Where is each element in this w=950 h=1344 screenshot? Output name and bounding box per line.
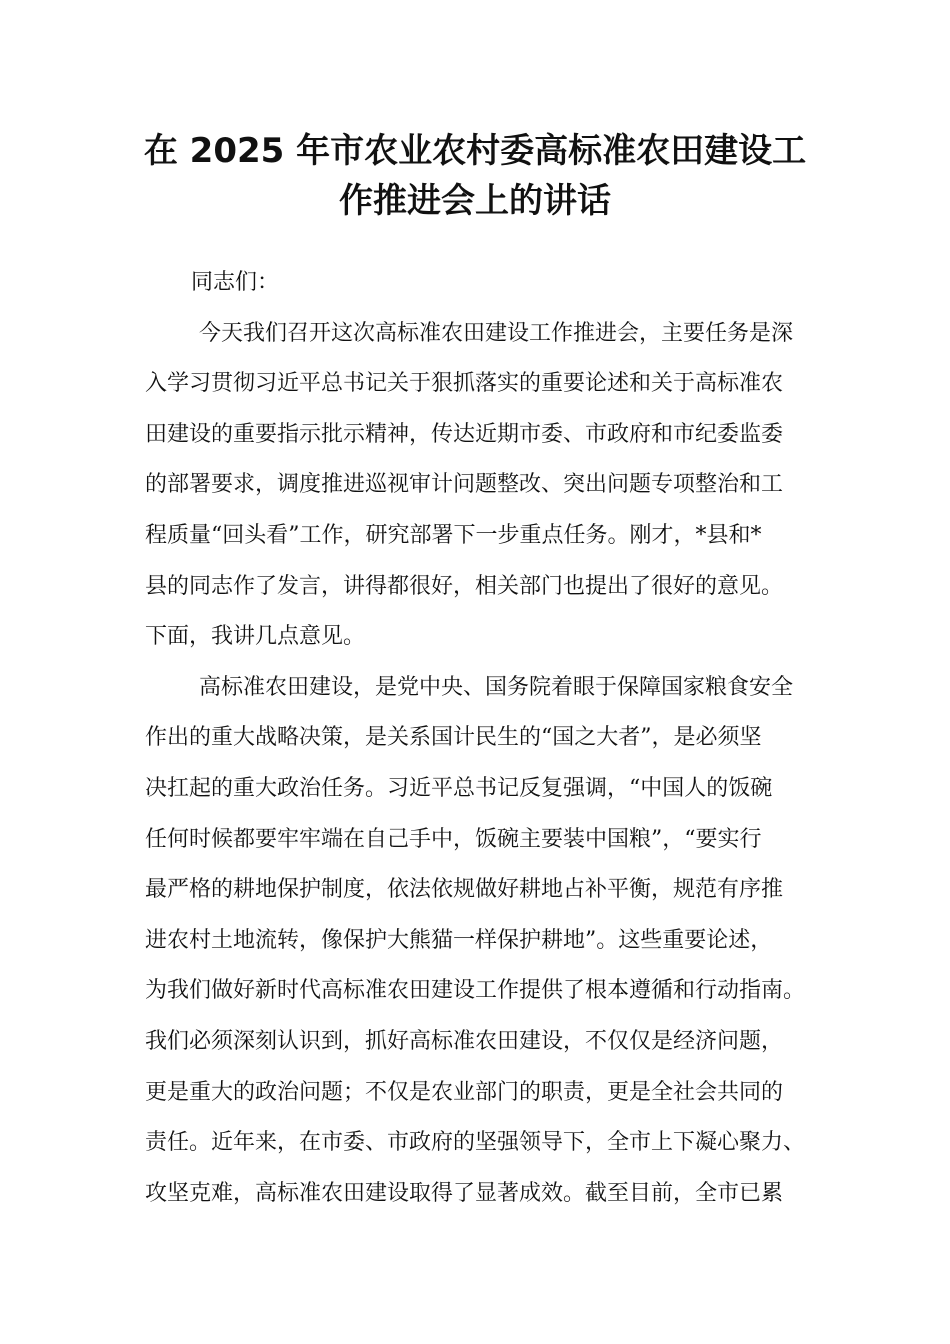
paragraph-line: 高标准农田建设，是党中央、国务院着眼于保障国家粮食安全 [199, 674, 794, 700]
paragraph-line: 田建设的重要指示批示精神，传达近期市委、市政府和市纪委监委 [145, 421, 784, 447]
paragraph-line: 的部署要求，调度推进巡视审计问题整改、突出问题专项整治和工 [145, 472, 784, 498]
salutation: 同志们： [191, 270, 280, 295]
paragraph-line: 程质量“回头看”工作，研究部署下一步重点任务。刚才，*县和* [145, 522, 762, 548]
paragraph-line: 今天我们召开这次高标准农田建设工作推进会，主要任务是深 [199, 320, 794, 346]
paragraph-line: 任何时候都要牢牢端在自己手中，饭碗主要装中国粮”，“要实行 [145, 826, 762, 852]
paragraph-2 [145, 663, 825, 1220]
title-line-2: 作推进会上的讲话 [339, 181, 611, 221]
paragraph-line: 我们必须深刻认识到，抓好高标准农田建设，不仅仅是经济问题， [145, 1028, 784, 1054]
paragraph-line: 为我们做好新时代高标准农田建设工作提供了根本遵循和行动指南。 [145, 978, 806, 1004]
paragraph-line: 县的同志作了发言，讲得都很好，相关部门也提出了很好的意见。 [145, 573, 784, 599]
paragraph-line: 更是重大的政治问题；不仅是农业部门的职责，更是全社会共同的 [145, 1079, 784, 1105]
paragraph-line: 责任。近年来，在市委、市政府的坚强领导下，全市上下凝心聚力、 [145, 1130, 806, 1156]
paragraph-line: 作出的重大战略决策，是关系国计民生的“国之大者”，是必须坚 [145, 725, 762, 751]
paragraph-line: 攻坚克难，高标准农田建设取得了显著成效。截至目前，全市已累 [145, 1180, 784, 1206]
paragraph-line: 最严格的耕地保护制度，依法依规做好耕地占补平衡，规范有序推 [145, 877, 784, 903]
paragraph-line: 进农村土地流转，像保护大熊猫一样保护耕地”。这些重要论述， [145, 927, 773, 953]
paragraph-1 [145, 309, 825, 663]
paragraph-line: 下面，我讲几点意见。 [145, 624, 366, 650]
paragraph-line: 入学习贯彻习近平总书记关于狠抓落实的重要论述和关于高标准农 [145, 371, 784, 397]
document-body [145, 258, 825, 1219]
title-line-1: 在 2025 年市农业农村委高标准农田建设工 [143, 131, 807, 171]
document-title [120, 126, 830, 226]
paragraph-line: 决扛起的重大政治任务。习近平总书记反复强调，“中国人的饭碗 [145, 775, 773, 801]
